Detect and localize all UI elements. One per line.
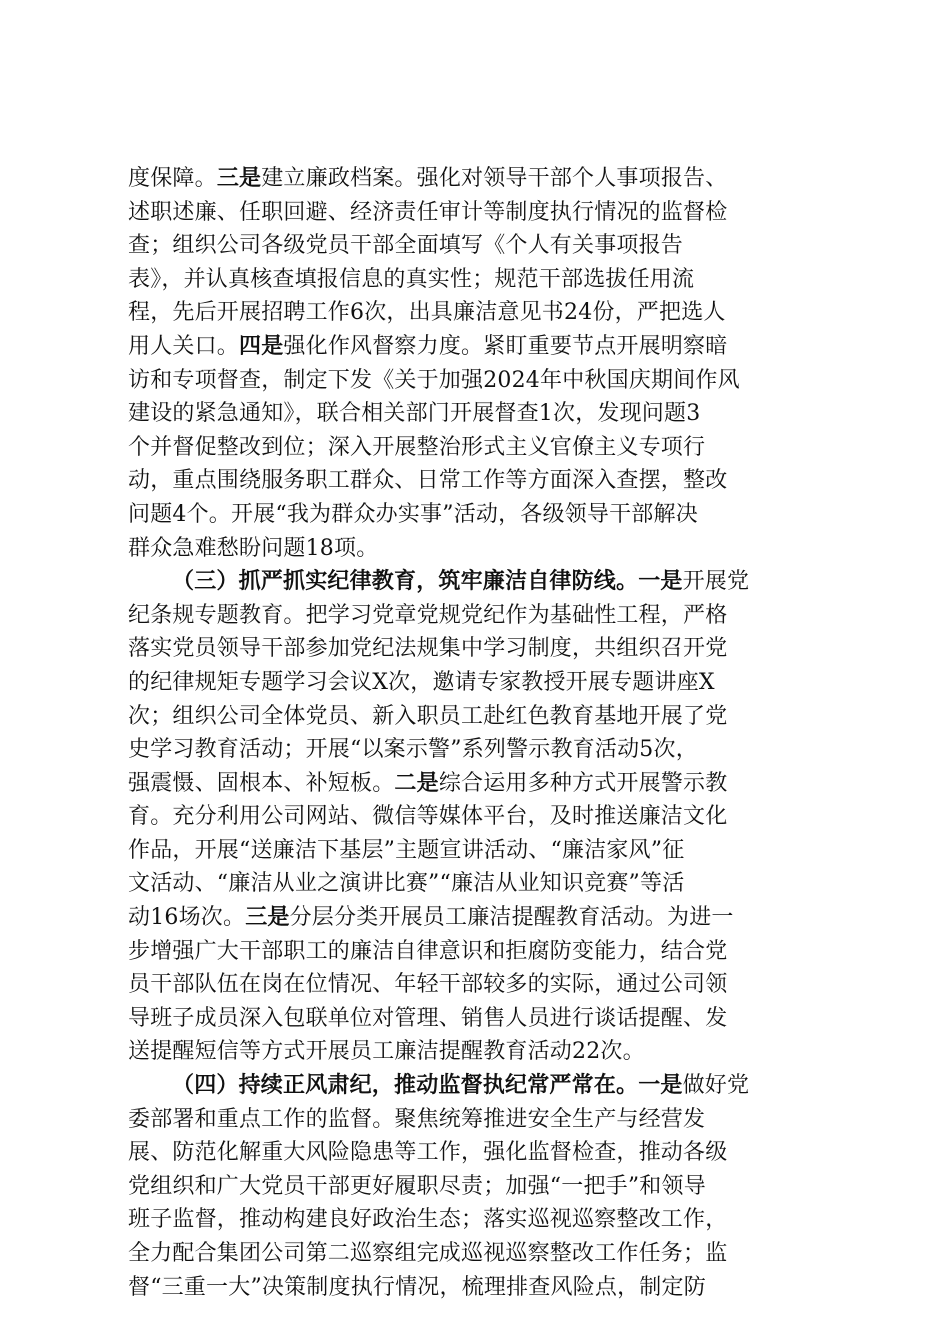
text-segment: 问题4个。开展“我为群众办实事”活动，各级领导干部解决 (128, 501, 698, 527)
text-line (128, 800, 840, 834)
text-line (128, 1237, 840, 1271)
text-line (128, 733, 840, 767)
text-segment: 纪条规专题教育。把学习党章党规党纪作为基础性工程，严格 (128, 602, 728, 628)
text-line (128, 364, 840, 398)
text-line (128, 498, 840, 532)
text-segment: 分层分类开展员工廉洁提醒教育活动。为进一 (289, 905, 734, 931)
text-line (128, 263, 840, 297)
text-segment: 史学习教育活动；开展“以案示警”系列警示教育活动5次， (128, 737, 698, 763)
text-segment: 的纪律规矩专题学习会议X次，邀请专家教授开展专题讲座X (128, 669, 715, 695)
text-line (128, 532, 840, 566)
text-segment: 全力配合集团公司第二巡察组完成巡视巡察整改工作任务；监 (128, 1241, 728, 1266)
bold-text: 三是 (216, 166, 262, 191)
text-segment: 强化作风督察力度。紧盯重要节点开展明察暗 (283, 333, 728, 359)
text-line (128, 1271, 840, 1305)
text-segment: 落实党员领导干部参加党纪法规集中学习制度，共组织召开党 (128, 636, 728, 662)
text-segment: 展、防范化解重大风险隐患等工作，强化监督检查，推动各级 (128, 1140, 728, 1166)
text-line (128, 1103, 840, 1137)
text-segment: 委部署和重点工作的监督。聚焦统筹推进安全生产与经营发 (128, 1106, 706, 1132)
text-segment: 综合运用多种方式开展警示教 (438, 770, 728, 796)
text-line (128, 1035, 840, 1069)
text-segment: 导班子成员深入包联单位对管理、销售人员进行谈话提醒、发 (128, 1005, 728, 1031)
text-line (128, 464, 840, 498)
text-segment: 员干部队伍在岗在位情况、年轻干部较多的实际，通过公司领 (128, 972, 728, 998)
text-segment: 党组织和广大党员干部更好履职尽责；加强“一把手”和领导 (128, 1173, 706, 1199)
text-segment: 动，重点围绕服务职工群众、日常工作等方面深入查摆，整改 (128, 468, 728, 494)
text-line (128, 901, 840, 935)
text-segment: 文活动、“廉洁从业之演讲比赛”“廉洁从业知识竞赛”等活 (128, 871, 685, 897)
text-segment: 次；组织公司全体党员、新入职员工赴红色教育基地开展了党 (128, 703, 728, 729)
bold-text: （三）抓严抓实纪律教育，筑牢廉洁自律防线。一是 (172, 569, 683, 595)
bold-text: 三是 (245, 905, 290, 931)
text-line (128, 935, 840, 969)
text-line (128, 431, 840, 465)
text-line (128, 968, 840, 1002)
text-line (128, 632, 840, 666)
text-segment: 送提醒短信等方式开展员工廉洁提醒教育活动22次。 (128, 1039, 645, 1065)
text-line (128, 1170, 840, 1204)
text-segment: 用人关口。 (128, 333, 240, 359)
text-segment: 访和专项督查，制定下发《关于加强2024年中秋国庆期间作风 (128, 367, 740, 393)
text-line (128, 867, 840, 901)
paragraph-heading-line (128, 565, 840, 599)
text-segment: 度保障。 (128, 166, 217, 191)
text-line (128, 666, 840, 700)
text-segment: 动16场次。 (128, 905, 246, 931)
text-segment: 作品，开展“送廉洁下基层”主题宣讲活动、“廉洁家风”征 (128, 837, 685, 863)
text-segment: 个并督促整改到位；深入开展整治形式主义官僚主义专项行 (128, 434, 706, 460)
text-segment: 群众急难愁盼问题18项。 (128, 535, 379, 561)
text-segment: 程，先后开展招聘工作6次，出具廉洁意见书24份，严把选人 (128, 300, 726, 326)
text-line (128, 1203, 840, 1237)
text-segment: 班子监督，推动构建良好政治生态；落实巡视巡察整改工作， (128, 1207, 728, 1233)
text-line (128, 330, 840, 364)
text-line (128, 599, 840, 633)
body-text (128, 162, 840, 1304)
bold-text: 四是 (239, 333, 284, 359)
text-segment: 育。充分利用公司网站、微信等媒体平台，及时推送廉洁文化 (128, 804, 728, 830)
text-line (128, 834, 840, 868)
text-segment: 建设的紧急通知》，联合相关部门开展督查1次，发现问题3 (128, 401, 701, 427)
text-segment: 查；组织公司各级党员干部全面填写《个人有关事项报告 (128, 233, 684, 259)
bold-text: 二是 (394, 770, 439, 796)
text-line (128, 162, 840, 196)
text-line (128, 1002, 840, 1036)
text-line (128, 196, 840, 230)
text-segment: 做好党 (682, 1073, 750, 1099)
text-segment: 步增强广大干部职工的廉洁自律意识和拒腐防变能力，结合党 (128, 938, 728, 964)
text-segment: 表》，并认真核查填报信息的真实性；规范干部选拔任用流 (128, 266, 695, 292)
text-segment: 开展党 (682, 569, 750, 595)
text-segment: 建立廉政档案。强化对领导干部个人事项报告、 (261, 166, 728, 191)
bold-text: （四）持续正风肃纪，推动监督执纪常严常在。一是 (172, 1073, 683, 1099)
text-line (128, 700, 840, 734)
text-segment: 述职述廉、任职回避、经济责任审计等制度执行情况的监督检 (128, 199, 728, 225)
text-line (128, 397, 840, 431)
text-line (128, 296, 840, 330)
text-line (128, 767, 840, 801)
text-line (128, 229, 840, 263)
text-segment: 督“三重一大”决策制度执行情况，梳理排查风险点，制定防 (128, 1274, 706, 1300)
paragraph-heading-line (128, 1069, 840, 1103)
text-line (128, 1136, 840, 1170)
text-segment: 强震慑、固根本、补短板。 (128, 770, 395, 796)
